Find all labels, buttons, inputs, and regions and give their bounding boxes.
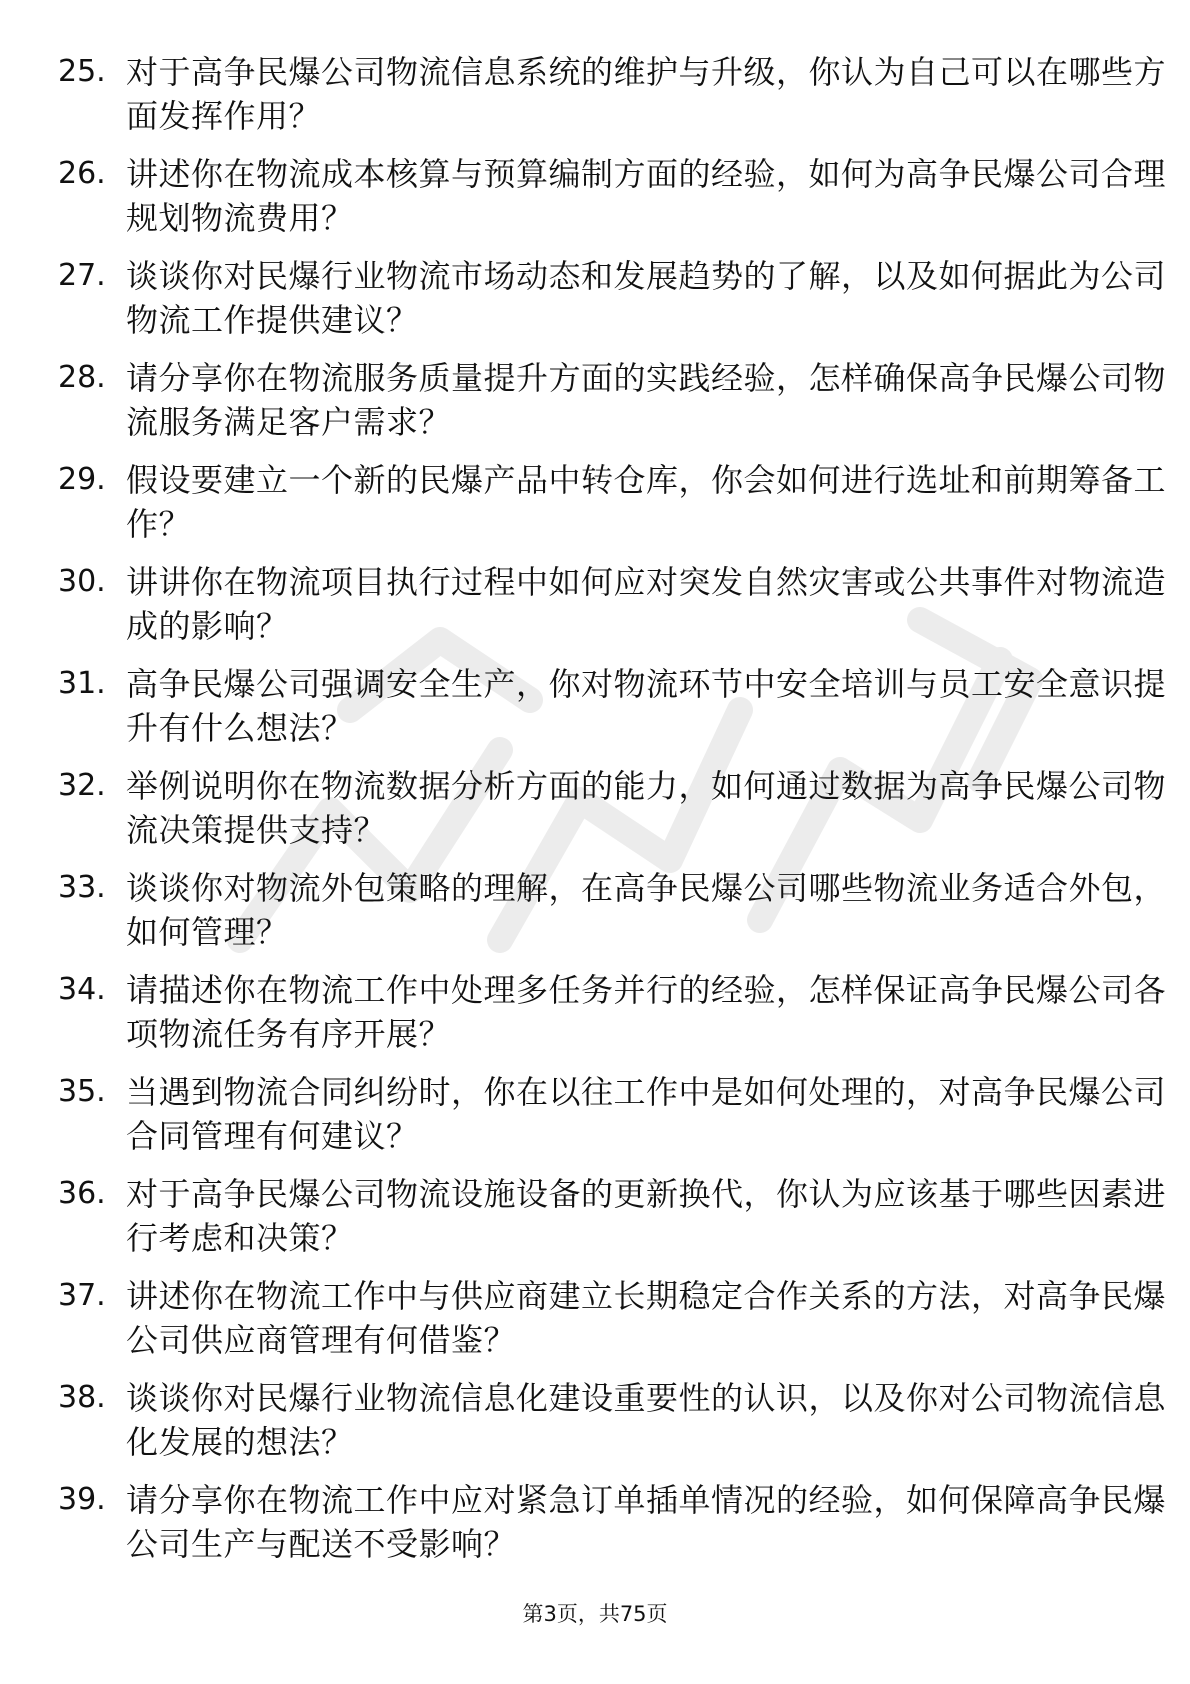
question-item <box>58 1478 1167 1580</box>
question-number: 35. <box>58 1074 106 1109</box>
question-item <box>58 1376 1167 1478</box>
question-item <box>58 50 1167 152</box>
question-item <box>58 662 1167 764</box>
question-text: 请描述你在物流工作中处理多任务并行的经验，怎样保证高争民爆公司各项物流任务有序开展？ <box>126 971 1167 1053</box>
question-item <box>58 356 1167 458</box>
question-number: 33. <box>58 870 106 905</box>
question-number: 36. <box>58 1176 106 1211</box>
question-item <box>58 968 1167 1070</box>
question-number: 38. <box>58 1380 106 1415</box>
question-text: 谈谈你对物流外包策略的理解，在高争民爆公司哪些物流业务适合外包，如何管理？ <box>126 869 1167 951</box>
question-number: 30. <box>58 564 106 599</box>
question-text: 假设要建立一个新的民爆产品中转仓库，你会如何进行选址和前期筹备工作？ <box>126 461 1167 543</box>
question-item <box>58 1070 1167 1172</box>
question-text: 举例说明你在物流数据分析方面的能力，如何通过数据为高争民爆公司物流决策提供支持？ <box>126 767 1167 849</box>
question-text: 讲述你在物流工作中与供应商建立长期稳定合作关系的方法，对高争民爆公司供应商管理有何借鉴？ <box>126 1277 1167 1359</box>
question-number: 26. <box>58 156 106 191</box>
question-item <box>58 152 1167 254</box>
question-number: 34. <box>58 972 106 1007</box>
question-item <box>58 1172 1167 1274</box>
question-number: 31. <box>58 666 106 701</box>
question-text: 谈谈你对民爆行业物流信息化建设重要性的认识，以及你对公司物流信息化发展的想法？ <box>126 1379 1167 1461</box>
question-item <box>58 560 1167 662</box>
question-item <box>58 866 1167 968</box>
question-list <box>58 50 1167 1580</box>
question-text: 谈谈你对民爆行业物流市场动态和发展趋势的了解，以及如何据此为公司物流工作提供建议？ <box>126 257 1167 339</box>
question-text: 讲讲你在物流项目执行过程中如何应对突发自然灾害或公共事件对物流造成的影响？ <box>126 563 1167 645</box>
question-text: 对于高争民爆公司物流设施设备的更新换代，你认为应该基于哪些因素进行考虑和决策？ <box>126 1175 1167 1257</box>
page-number-footer: 第3页，共75页 <box>522 1602 668 1626</box>
question-number: 27. <box>58 258 106 293</box>
question-text: 请分享你在物流工作中应对紧急订单插单情况的经验，如何保障高争民爆公司生产与配送不受影响？ <box>126 1481 1167 1563</box>
question-text: 请分享你在物流服务质量提升方面的实践经验，怎样确保高争民爆公司物流服务满足客户需求？ <box>126 359 1167 441</box>
question-text: 讲述你在物流成本核算与预算编制方面的经验，如何为高争民爆公司合理规划物流费用？ <box>126 155 1167 237</box>
question-number: 25. <box>58 54 106 89</box>
question-item <box>58 1274 1167 1376</box>
question-number: 39. <box>58 1482 106 1517</box>
question-item <box>58 254 1167 356</box>
question-item <box>58 764 1167 866</box>
question-number: 28. <box>58 360 106 395</box>
question-item <box>58 458 1167 560</box>
question-number: 37. <box>58 1278 106 1313</box>
question-text: 当遇到物流合同纠纷时，你在以往工作中是如何处理的，对高争民爆公司合同管理有何建议？ <box>126 1073 1167 1155</box>
question-text: 对于高争民爆公司物流信息系统的维护与升级，你认为自己可以在哪些方面发挥作用？ <box>126 53 1167 135</box>
question-number: 29. <box>58 462 106 497</box>
question-text: 高争民爆公司强调安全生产，你对物流环节中安全培训与员工安全意识提升有什么想法？ <box>126 665 1167 747</box>
question-number: 32. <box>58 768 106 803</box>
